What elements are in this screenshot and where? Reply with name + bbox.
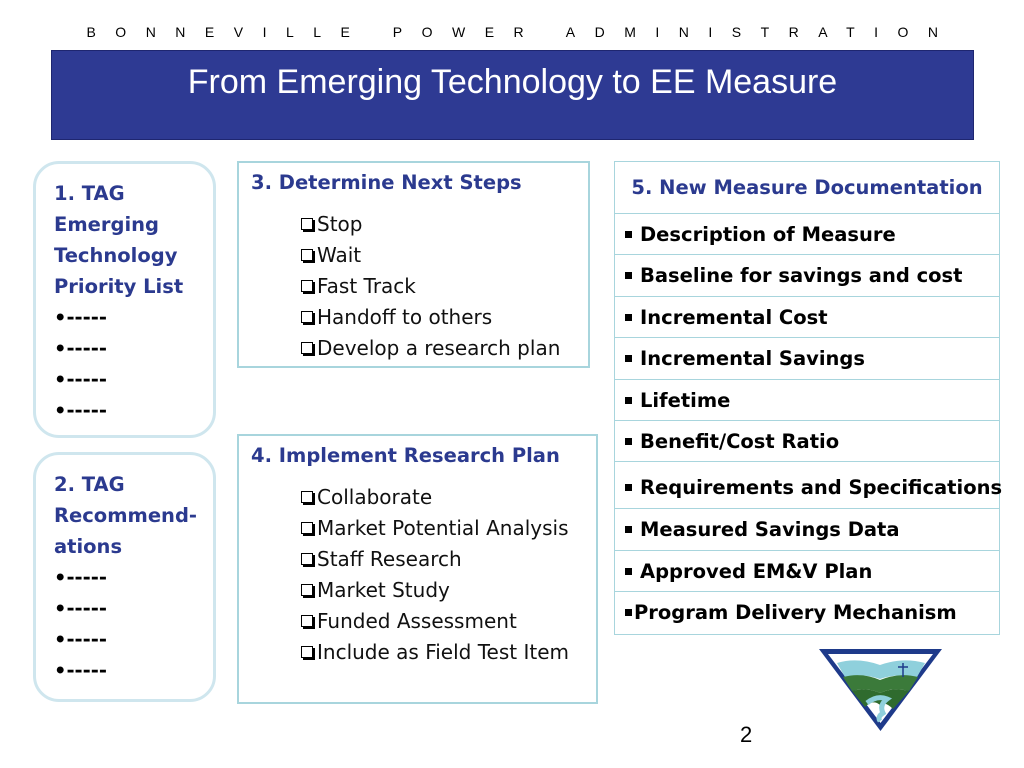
table-row — [615, 509, 999, 550]
row-label: Description of Measure — [640, 223, 896, 246]
row-label: Program Delivery Mechanism — [634, 601, 957, 625]
list-item — [301, 302, 560, 333]
list-item-label: Market Study — [317, 578, 450, 602]
list-item — [301, 209, 560, 240]
square-bullet-icon — [625, 272, 632, 279]
checkbox-icon — [301, 522, 313, 534]
list-item — [301, 482, 569, 513]
checkbox-icon — [301, 553, 313, 565]
box2-line: ations — [54, 535, 123, 558]
table-row — [615, 380, 999, 421]
row-label: Measured Savings Data — [640, 518, 900, 542]
checkbox-icon — [301, 584, 313, 596]
checkbox-icon — [301, 646, 313, 658]
list-item-label: Wait — [317, 243, 362, 267]
box1-bullet: •----- — [54, 306, 107, 329]
list-item — [301, 606, 569, 637]
list-item — [301, 513, 569, 544]
row-label: Benefit/Cost Ratio — [640, 429, 840, 453]
box1-line: Emerging — [54, 213, 159, 236]
box2-bullet: •----- — [54, 597, 107, 620]
box2-bullet: •----- — [54, 628, 107, 651]
row-label: Baseline for savings and cost — [640, 264, 963, 288]
square-bullet-icon — [625, 355, 632, 362]
table-row — [615, 421, 999, 462]
list-item-label: Funded Assessment — [317, 609, 517, 633]
bpa-triangle-logo-icon — [817, 647, 944, 733]
checkbox-icon — [301, 615, 313, 627]
square-bullet-icon — [625, 609, 632, 616]
checkbox-icon — [301, 491, 313, 503]
page-number: 2 — [740, 722, 753, 747]
table-row — [615, 592, 999, 633]
list-item — [301, 575, 569, 606]
implement-research-plan-box — [237, 434, 598, 704]
box1-bullet: •----- — [54, 337, 107, 360]
table-row — [615, 551, 999, 592]
box1-bullet: •----- — [54, 399, 107, 422]
list-item-label: Collaborate — [317, 485, 433, 509]
box2-bullet: •----- — [54, 659, 107, 682]
box1-line: Technology — [54, 244, 178, 267]
list-item-label: Staff Research — [317, 547, 462, 571]
box1-line: Priority List — [54, 275, 184, 298]
list-item-label: Include as Field Test Item — [317, 640, 569, 664]
square-bullet-icon — [625, 568, 632, 575]
checkbox-icon — [301, 342, 313, 354]
square-bullet-icon — [625, 438, 632, 445]
square-bullet-icon — [625, 314, 632, 321]
square-bullet-icon — [625, 484, 632, 491]
organization-name: BONNEVILLE POWER ADMINISTRATION — [86, 24, 958, 40]
box1-line: 1. TAG — [54, 182, 125, 205]
list-item — [301, 333, 560, 364]
row-label: Requirements and Specifications — [640, 476, 1003, 500]
table-row — [615, 214, 999, 255]
square-bullet-icon — [625, 397, 632, 404]
table-row — [615, 462, 1003, 509]
list-item-label: Develop a research plan — [317, 336, 561, 360]
checkbox-icon — [301, 311, 313, 323]
tag-priority-list-box — [33, 161, 216, 438]
step3-list — [301, 209, 560, 364]
box2-line: Recommend- — [54, 504, 197, 527]
square-bullet-icon — [625, 231, 632, 238]
determine-next-steps-box — [237, 161, 590, 368]
checkbox-icon — [301, 249, 313, 261]
table-row — [615, 255, 999, 296]
list-item-label: Handoff to others — [317, 305, 493, 329]
step3-title: 3. Determine Next Steps — [251, 171, 522, 194]
new-measure-documentation-table — [614, 161, 1003, 635]
slide-title: From Emerging Technology to EE Measure — [187, 63, 838, 101]
row-label: Approved EM&V Plan — [640, 559, 873, 583]
list-item — [301, 544, 569, 575]
row-label: Incremental Savings — [640, 347, 865, 371]
square-bullet-icon — [625, 526, 632, 533]
list-item — [301, 637, 569, 668]
list-item — [301, 271, 560, 302]
list-item-label: Market Potential Analysis — [317, 516, 569, 540]
box1-bullet: •----- — [54, 368, 107, 391]
tag-recommendations-box — [33, 452, 216, 702]
table-header: 5. New Measure Documentation — [615, 162, 999, 214]
step4-title: 4. Implement Research Plan — [251, 444, 560, 467]
row-label: Incremental Cost — [640, 305, 828, 329]
row-label: Lifetime — [640, 388, 731, 412]
table-row — [615, 297, 999, 338]
box2-bullet: •----- — [54, 566, 107, 589]
list-item — [301, 240, 560, 271]
checkbox-icon — [301, 218, 313, 230]
table-row — [615, 338, 999, 379]
list-item-label: Stop — [317, 212, 363, 236]
box2-line: 2. TAG — [54, 473, 125, 496]
checkbox-icon — [301, 280, 313, 292]
list-item-label: Fast Track — [317, 274, 416, 298]
title-banner — [51, 50, 974, 140]
step4-list — [301, 482, 569, 668]
